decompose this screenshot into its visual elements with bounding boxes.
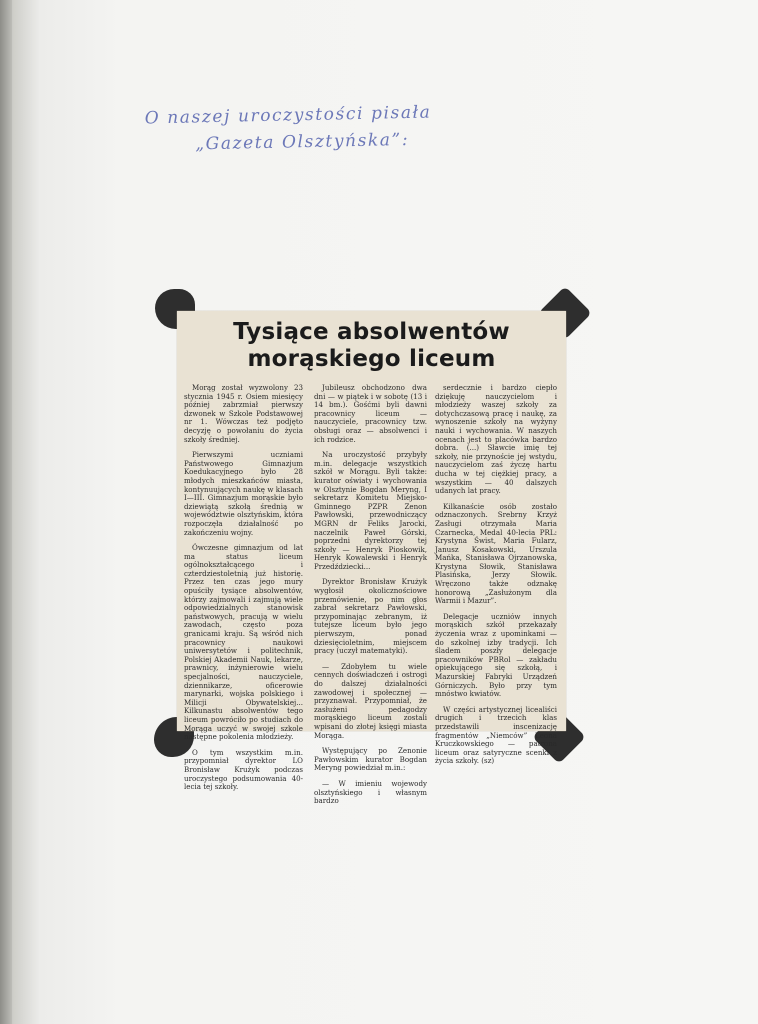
article-paragraph: O tym wszystkim m.in. przypomniał dyrektor LO Bronisław Krużyk podczas uroczystego podsumowania 40-lecia tej szkoły. xyxy=(184,747,303,792)
article-paragraph: Delegacje uczniów innych morąskich szkół przekazały życzenia wraz z upominkami — do szkolnej izby tradycji. Ich śladem poszły delegacje pracowników PBRol — zakładu opiekującego się szkołą, i Mazurskiej Fabryki Urządzeń Górniczych. Było przy tym mnóstwo kwiatów. xyxy=(435,611,557,699)
newspaper-clipping xyxy=(177,311,566,806)
article-paragraph: Na uroczystość przybyły m.in. delegacje wszystkich szkół w Morągu. Byli także: kurator oświaty i wychowania w Olsztynie Bogdan Meryng, I sekretarz Komitetu Miejsko-Gminnego PZPR Zenon Pawłowski, przewodniczący MGRN dr Feliks Jarocki, naczelnik Paweł Górski, poprzedni dyrektorzy tej szkoły — Henryk Pioskowik, Henryk Kowalewski i Henryk Przedździecki... xyxy=(314,450,427,571)
headline-line-2: morąskiego liceum xyxy=(247,346,496,372)
article-paragraph: — W imieniu wojewody olsztyńskiego i własnym bardzo xyxy=(314,778,427,806)
article-paragraph: Dyrektor Bronisław Krużyk wygłosił okolicznościowe przemówienie, po nim głos zabrał sekretarz Pawłowski, przypominając zebranym, iż tutejsze liceum było jego pierwszym, ponad dziesięcioletnim, miejscem pracy (uczył matematyki). xyxy=(314,577,427,656)
article-paragraph: Występujący po Zenonie Pawłowskim kurator Bogdan Meryng powiedział m.in.: xyxy=(314,746,427,773)
article-paragraph: serdecznie i bardzo ciepło dziękuję nauczycielom i młodzieży waszej szkoły za dotychczasową pracę i naukę, za wynoszenie szkoły na wyżyny nauki i wychowania. W naszych ocenach jest to placówka bardzo dobra. (...) Sławcie imię tej szkoły, nie przynoście jej wstydu, nauczycielom zaś życzę hartu ducha w tej ciężkiej pracy, a wszystkim — 40 dalszych udanych lat pracy. xyxy=(435,383,557,496)
article-paragraph: W części artystycznej licealiści drugich i trzecich klas przedstawili inscenizację fragmentów „Niemców” Leona Kruczkowskiego — patrona liceum oraz satyryczne scenki z życia szkoły. (sz) xyxy=(435,704,557,766)
handwritten-caption xyxy=(144,99,475,160)
article-column-3 xyxy=(435,384,557,773)
article-column-2 xyxy=(314,384,427,813)
article-column-1 xyxy=(184,384,303,799)
article-paragraph: Kilkanaście osób zostało odznaczonych. Srebrny Krzyż Zasługi otrzymała Maria Czarnecka, Medal 40-lecia PRL: Krystyna Świst, Maria Fularz, Janusz Kosakowski, Urszula Mańka, Stanisława Ojrzanowska, Krystyna Słowik, Stanisława Plasińska, Jerzy Słowik. Wręczono także odznakę honorową „Zasłużonym dla Warmii i Mazur”. xyxy=(435,501,557,606)
article-paragraph: Ówczesne gimnazjum od lat ma status liceum ogólnokształcącego i czterdziestoletnią już historię. Przez ten czas jego mury opuściły tysiące absolwentów, którzy zajmowali i zajmują wiele odpowiedzialnych stanowisk państwowych, pracują w wielu zawodach, często poza granicami kraju. Są wśród nich pracownicy naukowi uniwersytetów i politechnik, Polskiej Akademii Nauk, lekarze, prawnicy, inżynierowie wielu specjalności, nauczyciele, dziennikarze, oficerowie marynarki, wojska polskiego i Milicji Obywatelskiej... Kilkunastu absolwentów tego liceum powróciło po studiach do Morąga uczyć w swojej szkole następne pokolenia młodzieży. xyxy=(184,543,303,742)
handwritten-caption-line-1: O naszej uroczystości pisała xyxy=(144,102,432,129)
article-headline xyxy=(177,319,566,373)
handwritten-caption-line-2: „Gazeta Olsztyńska”: xyxy=(195,129,410,155)
headline-line-1: Tysiące absolwentów xyxy=(233,319,510,345)
article-paragraph: Jubileusz obchodzono dwa dni — w piątek i w sobotę (13 i 14 bm.). Gośćmi byli dawni pracownicy liceum — nauczyciele, pracownicy tzw. obsługi oraz — absolwenci i ich rodzice. xyxy=(314,383,427,444)
article-paragraph: — Zdobyłem tu wiele cennych doświadczeń i ostrogi do dalszej działalności zawodowej i społecznej — przyznawał. Przypomniał, że zasłużeni pedagodzy morąskiego liceum zostali wpisani do złotej księgi miasta Morąga. xyxy=(314,661,427,740)
article-paragraph: Morąg został wyzwolony 23 stycznia 1945 r. Osiem miesięcy później zabrzmiał pierwszy dzwonek w Szkole Podstawowej nr 1. Wówczas też podjęto decyzję o powołaniu do życia szkoły średniej. xyxy=(184,383,303,444)
album-page-edge xyxy=(0,0,12,1024)
article-paragraph: Pierwszymi uczniami Państwowego Gimnazjum Koedukacyjnego było 28 młodych mieszkańców miasta, kontynuujących naukę w klasach I—III. Gimnazjum morąskie było dziewiątą szkołą średnią w województwie olsztyńskim, która rozpoczęła działalność po zakończeniu wojny. xyxy=(184,450,303,537)
